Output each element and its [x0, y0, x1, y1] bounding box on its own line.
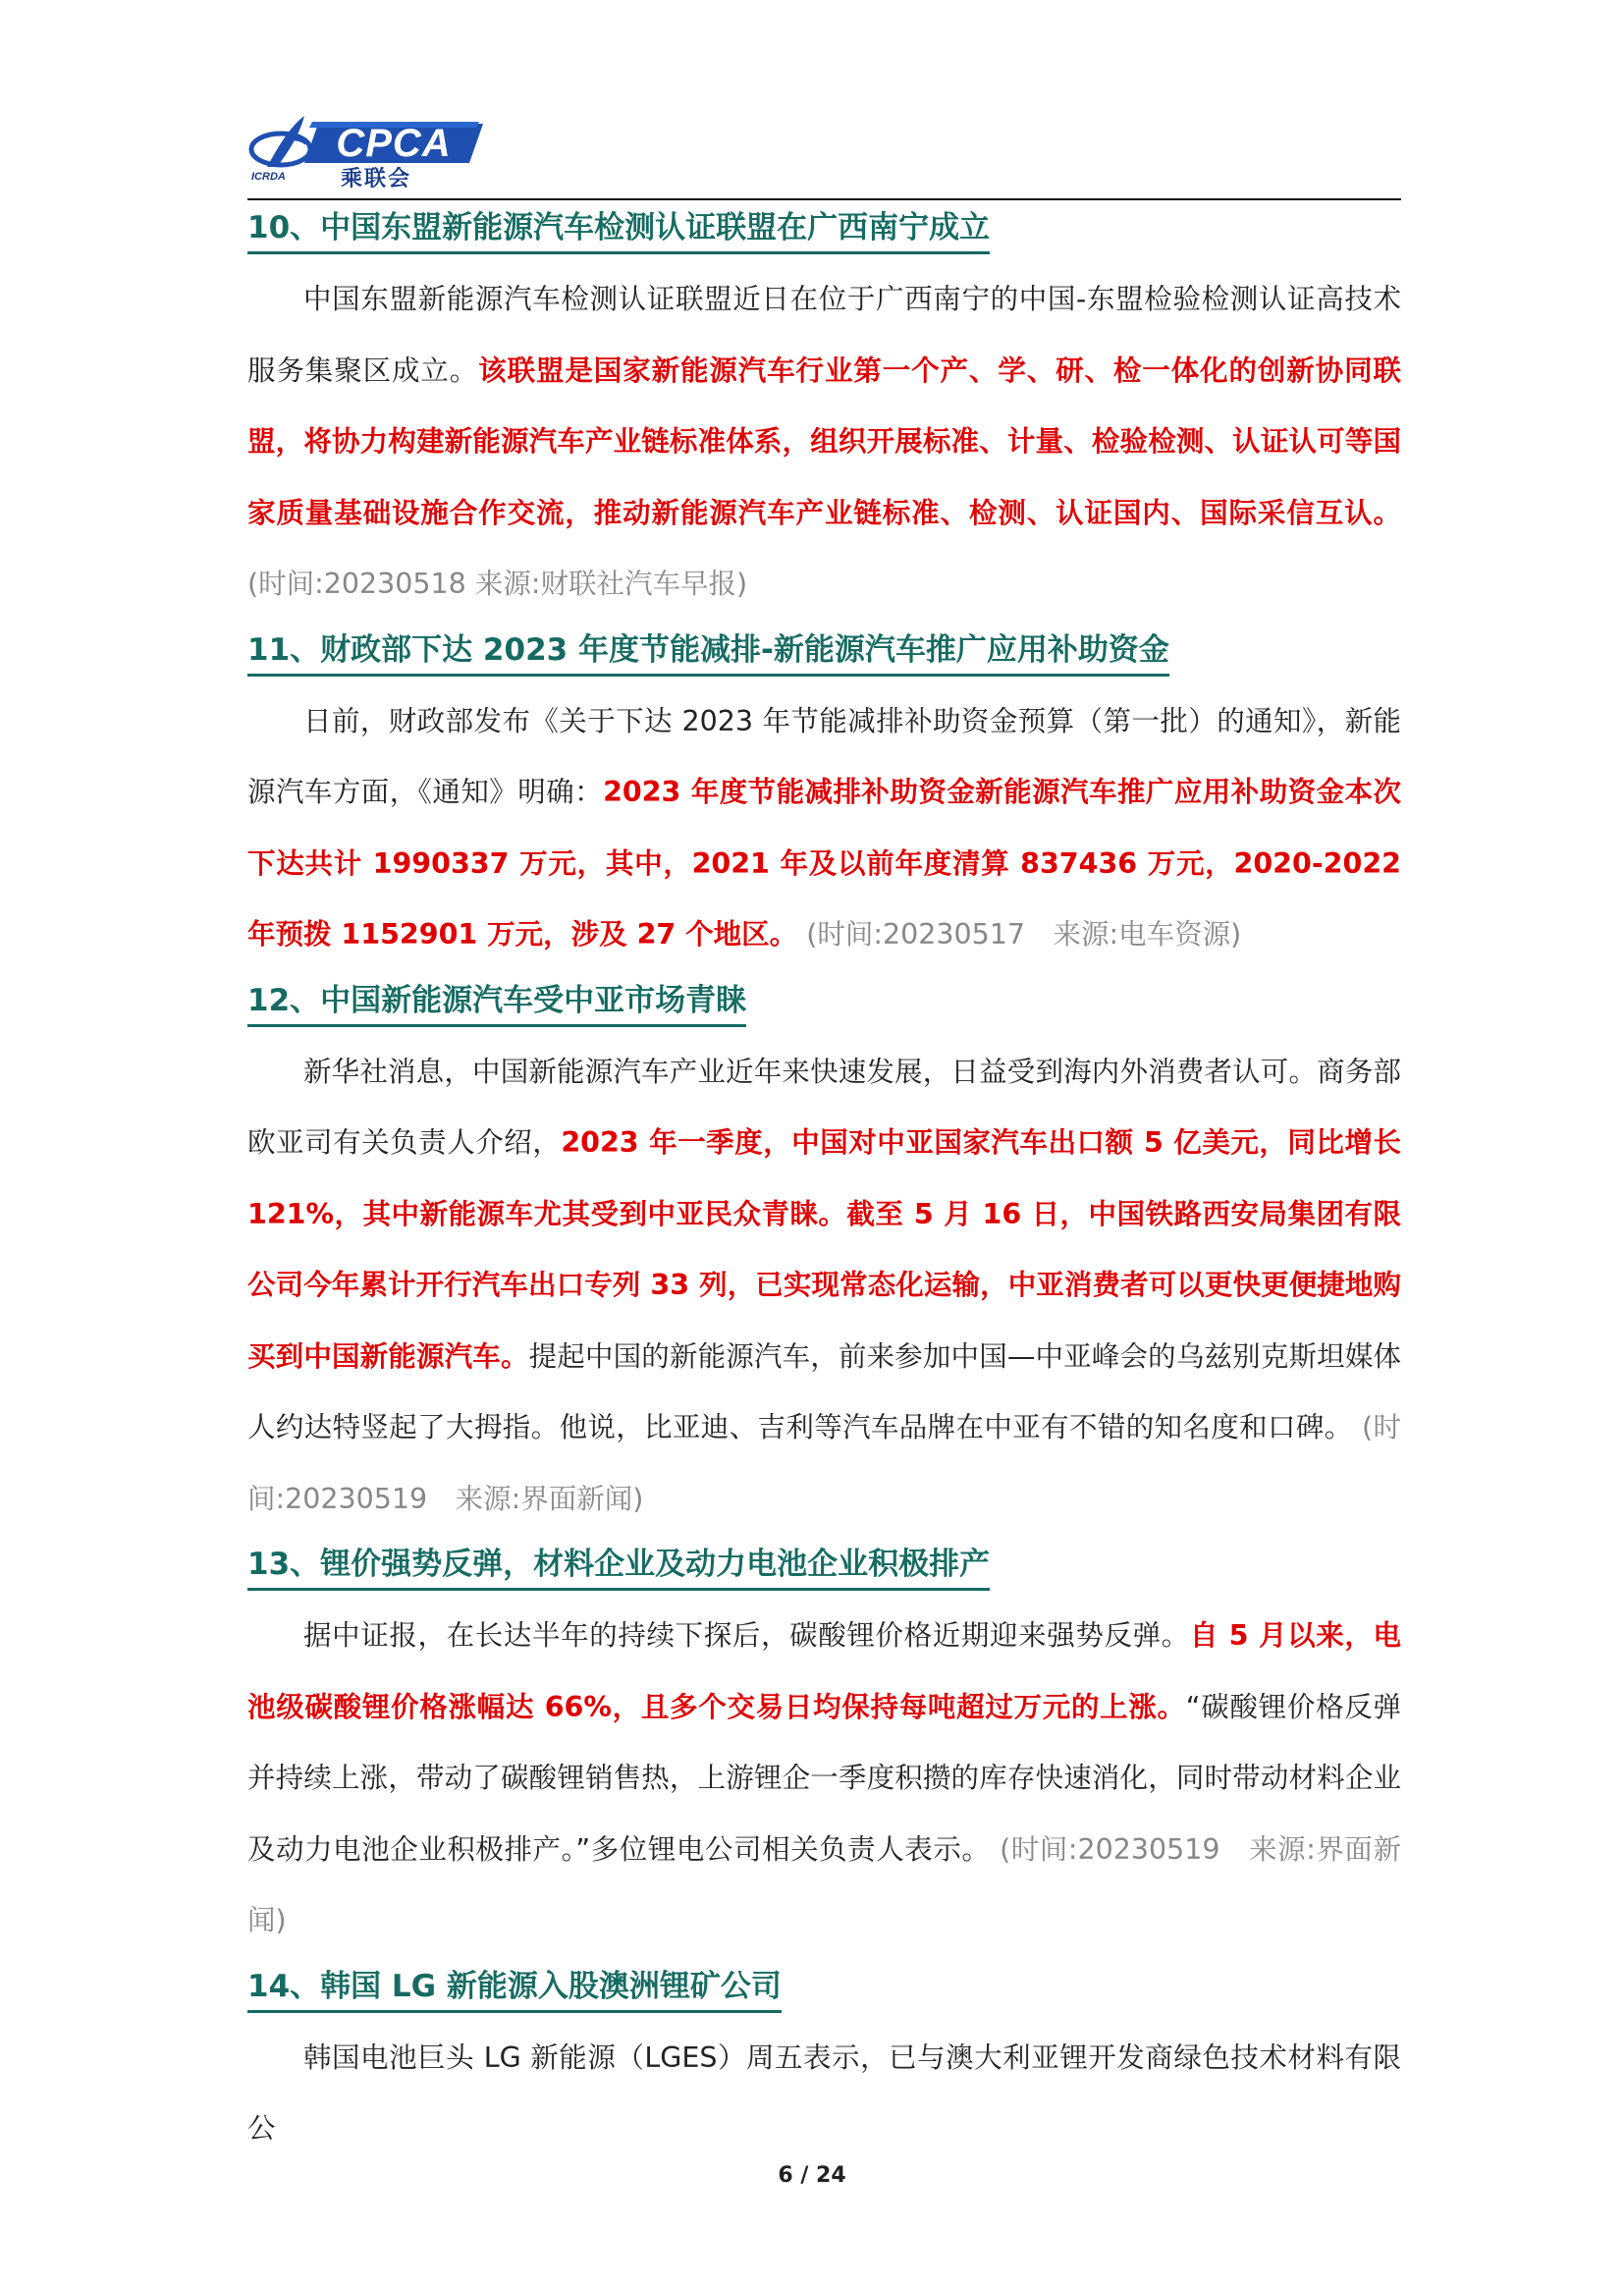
highlight-text: 2023 年一季度，中国对中亚国家汽车出口额 5 亿美元，同比增长 121%，其中新能源车尤其受到中亚民众青睐。截至 5 月 16 日，中国铁路西安局集团有限公司今年累计开行汽车出口专列 33 列，已实现常态化运输，中亚消费者可以更快更便捷地购买到中国新能源汽车。 [247, 1126, 1401, 1373]
section-heading: 12、中国新能源汽车受中亚市场青睐 [247, 977, 746, 1027]
highlight-text: 2023 年度节能减排补助资金新能源汽车推广应用补助资金本次下达共计 1990337 万元，其中，2021 年及以前年度清算 837436 万元，2020-2022 年预拨 1152901 万元，涉及 27 个地区。 [247, 776, 1401, 951]
section-paragraph [247, 1601, 1401, 1957]
section-paragraph [247, 2023, 1401, 2165]
cpca-logo [247, 110, 483, 194]
body-text: “碳酸锂价格反弹并持续上涨，带动了碳酸锂销售热，上游锂企一季度积攒的库存快速消化，同时带动材料企业及动力电池企业积极排产。”多位锂电公司相关负责人表示。 [247, 1690, 1401, 1866]
section-heading: 14、韩国 LG 新能源入股澳洲锂矿公司 [247, 1963, 782, 2013]
article-body [247, 198, 1401, 2165]
logo-subtext: ICRDA [251, 171, 286, 183]
source-note: (时间:20230519 来源:界面新闻) [247, 1411, 1401, 1515]
source-note: (时间:20230518 来源:财联社汽车早报) [247, 568, 748, 600]
body-text: 新华社消息，中国新能源汽车产业近年来快速发展，日益受到海内外消费者认可。商务部欧亚司有关负责人介绍， [247, 1055, 1401, 1159]
news-item-14 [247, 1957, 1401, 2165]
body-text: 韩国电池巨头 LG 新能源（LGES）周五表示，已与澳大利亚锂开发商绿色技术材料有限公 [247, 2040, 1401, 2145]
highlight-text: 该联盟是国家新能源汽车行业第一个产、学、研、检一体化的创新协同联盟，将协力构建新能源汽车产业链标准体系，组织开展标准、计量、检验检测、认证认可等国家质量基础设施合作交流，推动新能源汽车产业链标准、检测、认证国内、国际采信互认。 [247, 354, 1401, 529]
logo-wordmark: CPCA [336, 122, 452, 165]
section-paragraph [247, 1037, 1401, 1536]
page-number: 6 / 24 [778, 2163, 846, 2188]
section-heading: 13、锂价强势反弹，材料企业及动力电池企业积极排产 [247, 1541, 990, 1591]
section-heading: 10、中国东盟新能源汽车检测认证联盟在广西南宁成立 [247, 204, 990, 254]
section-heading: 11、财政部下达 2023 年度节能减排-新能源汽车推广应用补助资金 [247, 626, 1169, 677]
source-note: (时间:20230519 来源:界面新闻) [247, 1832, 1401, 1936]
logo-chinese-name: 乘联会 [341, 167, 412, 191]
section-paragraph [247, 264, 1401, 621]
news-item-11 [247, 621, 1401, 971]
body-text: 据中证报，在长达半年的持续下探后，碳酸锂价格近期迎来强势反弹。 [303, 1619, 1190, 1652]
body-text: 中国东盟新能源汽车检测认证联盟近日在位于广西南宁的中国-东盟检验检测认证高技术服务集聚区成立。 [247, 283, 1401, 387]
highlight-text: 自 5 月以来，电池级碳酸锂价格涨幅达 66%，且多个交易日均保持每吨超过万元的上涨。 [247, 1619, 1401, 1723]
section-paragraph [247, 686, 1401, 971]
news-item-13 [247, 1535, 1401, 1957]
news-item-10 [247, 198, 1401, 621]
news-item-12 [247, 971, 1401, 1536]
page-header [247, 110, 1401, 200]
body-text: 日前，财政部发布《关于下达 2023 年节能减排补助资金预算（第一批）的通知》，新能源汽车方面，《通知》明确： [247, 704, 1401, 808]
source-note: (时间:20230517 来源:电车资源) [797, 918, 1242, 951]
body-text: 提起中国的新能源汽车，前来参加中国—中亚峰会的乌兹别克斯坦媒体人约达特竖起了大拇指。他说，比亚迪、吉利等汽车品牌在中亚有不错的知名度和口碑。 [247, 1339, 1401, 1443]
